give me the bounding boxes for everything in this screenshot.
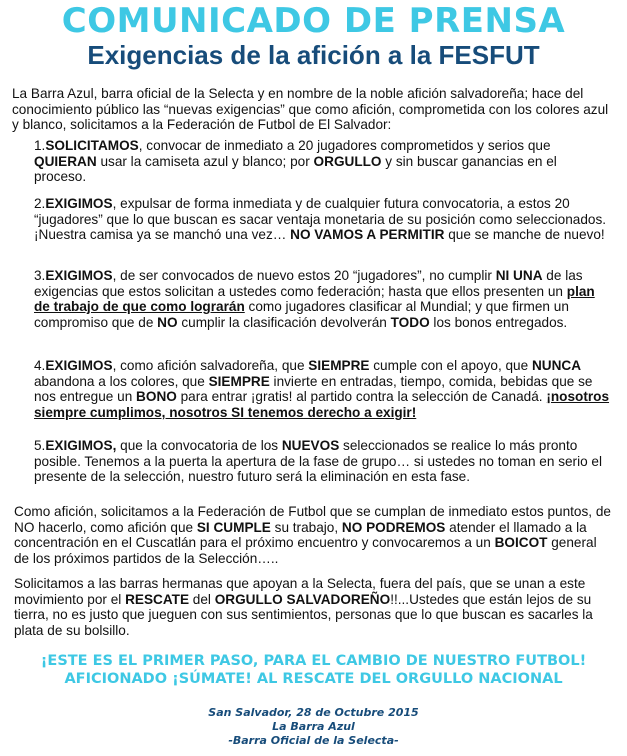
item-text: cumplir la clasificación devolverán bbox=[177, 314, 391, 330]
item-text: , convocar de inmediato a 20 jugadores comprometidos y serios que bbox=[138, 138, 551, 153]
item-keyword: EXIGIMOS, bbox=[45, 438, 117, 453]
demand-item-1 bbox=[34, 138, 610, 185]
item-emphasis: QUIERAN bbox=[34, 153, 97, 169]
page-title: COMUNICADO DE PRENSA bbox=[61, 1, 566, 41]
item-text: seleccionados se realice lo más pronto posible. Tenemos a la puerta la apertura de la fase de grupo… si ustedes no toman en serio el presente de la selección, nuestro futuro será la eliminación en esta fase. bbox=[34, 438, 603, 485]
signature-place-date: San Salvador, 28 de Octubre 2015 bbox=[208, 706, 419, 719]
item-text: que se manche de nuevo! bbox=[444, 227, 605, 243]
item-keyword: EXIGIMOS bbox=[45, 358, 113, 373]
demand-item-5 bbox=[34, 438, 610, 485]
item-keyword: EXIGIMOS bbox=[45, 196, 113, 211]
closing-emphasis: NO PODREMOS bbox=[341, 519, 446, 535]
closing-text: !!...Ustedes que están lejos de su tierra, no es justo que jueguen con sus sentimientos, personas que lo que buscan es sacarles la plata de su bolsillo. bbox=[14, 591, 593, 638]
item-text: que la convocatoria de los bbox=[116, 438, 282, 453]
item-number: 4. bbox=[34, 358, 46, 373]
item-emphasis: BONO bbox=[136, 389, 177, 405]
item-emphasis: NO VAMOS A PERMITIR bbox=[290, 227, 445, 243]
item-underlined: plan de trabajo de que como lograrán bbox=[34, 283, 595, 315]
closing-text: Como afición, solicitamos a la Federación de Futbol que se cumplan de inmediato estos puntos, de NO hacerlo, como afición que bbox=[14, 504, 611, 535]
item-underlined: ¡nosotros siempre cumplimos, nosotros SI tenemos derecho a exigir! bbox=[34, 389, 610, 420]
item-emphasis: NUNCA bbox=[531, 358, 582, 373]
slogan-line-1: ¡ESTE ES EL PRIMER PASO, PARA EL CAMBIO DE NUESTRO FUTBOL! bbox=[40, 653, 587, 669]
item-number: 3. bbox=[34, 268, 46, 283]
item-number: 5. bbox=[34, 438, 46, 453]
closing-text: atender el llamado a la concentración en el Cuscatlán para el próximo encuentro y convocaremos a un bbox=[14, 519, 587, 551]
item-text: para entrar ¡gratis! al partido contra la selección de Canadá. bbox=[176, 389, 547, 405]
closing-emphasis: RESCATE bbox=[125, 591, 190, 607]
item-number: 2. bbox=[34, 196, 46, 211]
slogan-line-2: AFICIONADO ¡SÚMATE! AL RESCATE DEL ORGULLO NACIONAL bbox=[64, 671, 563, 687]
item-emphasis: SIEMPRE bbox=[308, 358, 370, 373]
demand-item-2 bbox=[34, 196, 610, 243]
item-text: usar la camiseta azul y blanco; por bbox=[96, 153, 314, 169]
item-text: como jugadores clasificar al Mundial; y que firmen un compromiso que de bbox=[34, 299, 569, 330]
item-text: , como afición salvadoreña, que bbox=[112, 358, 309, 373]
item-emphasis: NUEVOS bbox=[281, 438, 340, 453]
item-keyword: EXIGIMOS bbox=[45, 268, 113, 283]
signature-organization: La Barra Azul bbox=[272, 720, 355, 733]
signature-tagline: -Barra Oficial de la Selecta- bbox=[228, 734, 399, 747]
closing-text: del bbox=[189, 591, 215, 607]
item-keyword: SOLICITAMOS bbox=[45, 138, 139, 153]
item-emphasis: SIEMPRE bbox=[208, 373, 270, 389]
item-text: , de ser convocados de nuevo estos 20 “jugadores”, no cumplir bbox=[112, 268, 496, 283]
item-text: invierte en entradas, tiempo, comida, bebidas que se nos entregue un bbox=[34, 373, 593, 405]
closing-paragraph-1 bbox=[14, 504, 614, 566]
closing-text: su trabajo, bbox=[270, 519, 342, 535]
page-subtitle: Exigencias de la afición a la FESFUT bbox=[87, 40, 540, 70]
item-text: los bonos entregados. bbox=[429, 314, 568, 330]
item-emphasis: NO bbox=[157, 314, 178, 330]
item-emphasis: NI UNA bbox=[495, 268, 543, 283]
closing-paragraph-2 bbox=[14, 576, 614, 638]
demand-item-4 bbox=[34, 358, 610, 420]
closing-text: general de los próximos partidos de la Selección….. bbox=[14, 535, 597, 566]
item-text: y sin buscar ganancias en el proceso. bbox=[34, 153, 557, 185]
closing-text: Solicitamos a las barras hermanas que apoyan a la Selecta, fuera del país, que se unan a este movimiento por el bbox=[14, 576, 586, 607]
closing-emphasis: ORGULLO SALVADOREÑO bbox=[214, 591, 391, 607]
item-number: 1. bbox=[34, 138, 46, 153]
intro-paragraph: La Barra Azul, barra oficial de la Selecta y en nombre de la noble afición salvadoreña; hace del conocimiento público las “nuevas exigencias” que como afición, comprometida con los colores azul y blanco, solicitamos a la Federación de Futbol de El Salvador: bbox=[12, 86, 609, 133]
item-emphasis: TODO bbox=[390, 314, 430, 330]
item-text: de las exigencias que estos solicitan a ustedes como federación; hasta que ellos presenten un bbox=[34, 268, 583, 299]
closing-emphasis: BOICOT bbox=[494, 535, 548, 551]
item-text: cumple con el apoyo, que bbox=[369, 358, 532, 373]
item-text: , expulsar de forma inmediata y de cualquier futura convocatoria, a estos 20 “jugadores” que lo que buscan es sacar ventaja monetaria de su posición como seleccionados. ¡Nuestra camisa ya se manchó una vez… bbox=[34, 196, 607, 243]
closing-emphasis: SI CUMPLE bbox=[196, 519, 271, 535]
item-text: abandona a los colores, que bbox=[34, 373, 209, 389]
demand-item-3 bbox=[34, 268, 610, 330]
item-emphasis: ORGULLO bbox=[313, 153, 382, 169]
